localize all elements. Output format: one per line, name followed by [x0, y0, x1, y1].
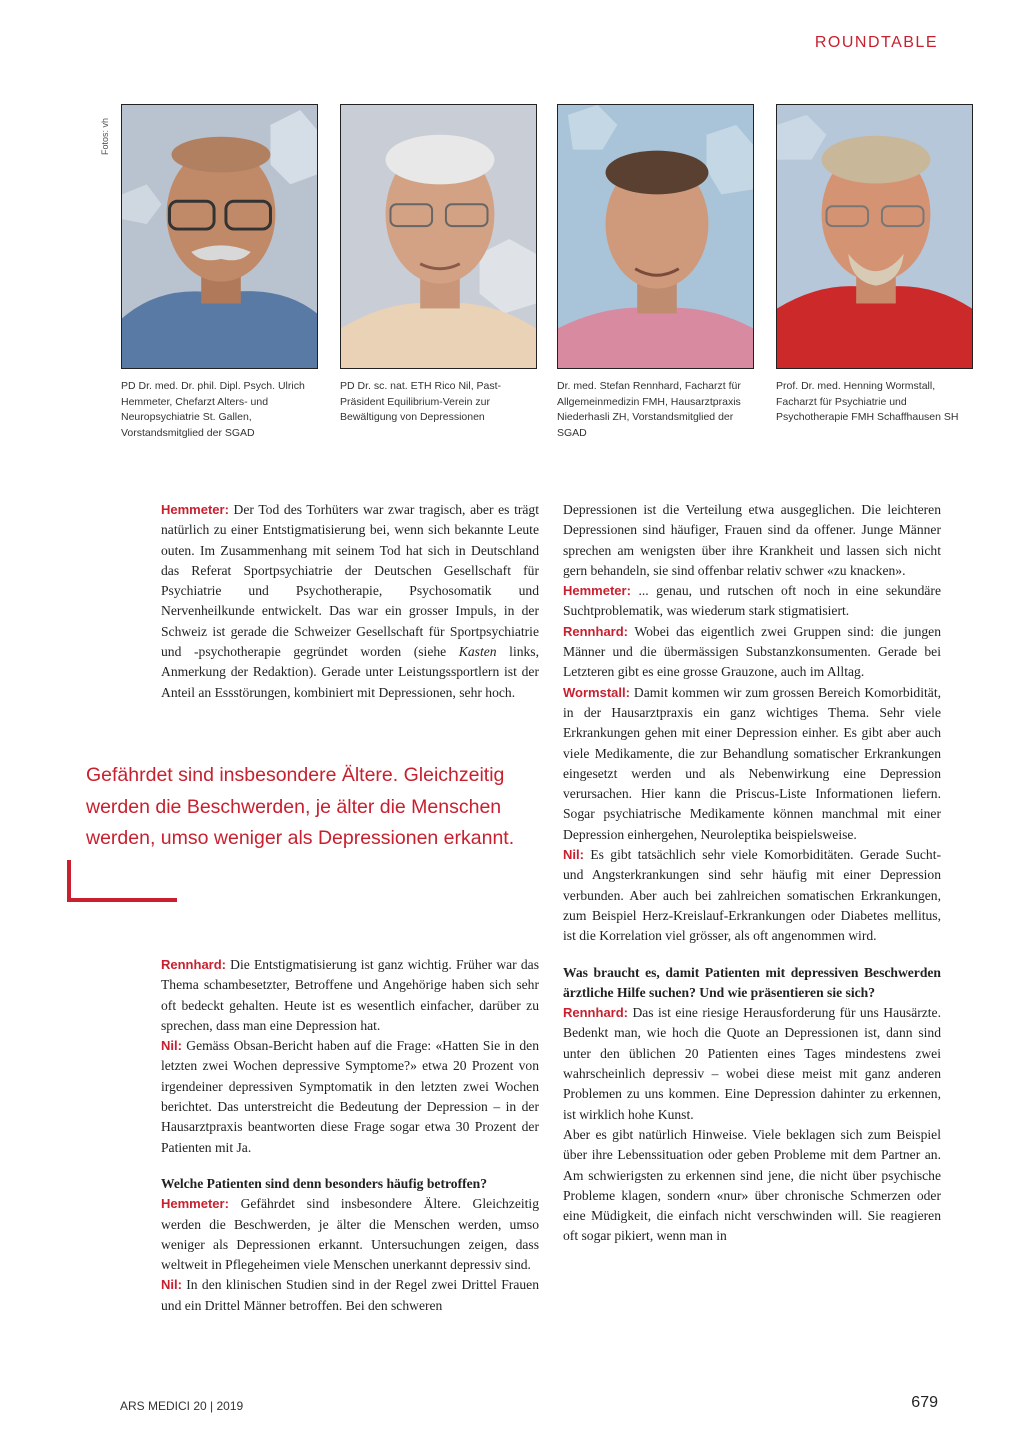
portrait-photo-rennhard: [557, 104, 754, 369]
interview-question: Welche Patienten sind denn besonders häufig betroffen?: [161, 1175, 488, 1191]
pull-quote: Gefährdet sind insbesondere Ältere. Gleichzeitig werden die Beschwerden, je älter die Menschen werden, umso weniger als Depressionen erkannt.: [86, 764, 515, 849]
paragraph: Wormstall: Damit kommen wir zum grossen Bereich Komorbidität, in der Hausarztpraxis ein ganz wichtiges Thema. Sehr viele Erkrankungen gehen mit einer Depression einher. Es gibt aber auch viele Medikamente, die zur Behandlung somatischer Erkrankungen eingesetzt werden und als Nebenwirkung eine Depression verursachen. Hier kann die Priscus-Liste Informationen liefern. Sogar psychiatrische Medikamente können manchmal mit einer Depression einhergehen, Neuroleptika beispielsweise.: [563, 684, 941, 842]
section-label: ROUNDTABLE: [814, 34, 938, 51]
interview-question: Was braucht es, damit Patienten mit depressiven Beschwerden ärztliche Hilfe suchen? Und wie präsentieren sie sich?: [563, 964, 941, 1000]
portrait-caption-rennhard: Dr. med. Stefan Rennhard, Facharzt für Allgemeinmedizin FMH, Hausarztpraxis Niederhasli ZH, Vorstandsmitglied der SGAD: [557, 380, 741, 439]
portrait-caption-nil: PD Dr. sc. nat. ETH Rico Nil, Past-Präsident Equilibrium-Verein zur Bewältigung von Depressionen: [340, 380, 502, 423]
paragraph: Nil: Gemäss Obsan-Bericht haben auf die Frage: «Hatten Sie in den letzten zwei Wochen depressive Symptome?» etwa 20 Prozent von irgendeiner depressiven Symptomatik in den letzten zwei Wochen berichtet. Das unterstreicht die Bedeutung der Depression – in der Hausarztpraxis beantworten diese Frage sogar etwa 30 Prozent der Patienten mit Ja.: [161, 1038, 539, 1155]
paragraph: Hemmeter: Gefährdet sind insbesondere Ältere. Gleichzeitig werden die Beschwerden, je älter die Menschen werden, umso weniger als Depressionen erkannt. Untersuchungen zeigen, dass weltweit in Pflegeheimen viele Menschen unerkannt depressiv sind.: [161, 1196, 539, 1273]
paragraph: Nil: Es gibt tatsächlich sehr viele Komorbiditäten. Gerade Sucht- und Angsterkrankungen sind sehr häufig mit einer Depression verbunden. Aber auch bei zahlreichen somatischen Erkrankungen, zum Beispiel Herz-Kreislauf-Erkrankungen oder Diabetes mellitus, ist die Korrelation viel grösser, als oft angenommen wird.: [563, 847, 941, 944]
paragraph: Hemmeter: ... genau, und rutschen oft noch in eine sekundäre Suchtproblematik, was wiederum stark stigmatisiert.: [563, 583, 941, 619]
paragraph: Depressionen ist die Verteilung etwa ausgeglichen. Die leichteren Depressionen sind häufiger, Frauen sind da offener. Junge Männer sprechen am wenigsten über ihre Krankheit und lassen sich nicht gern behandeln, sie sind offenbar relativ schwer «zu knacken».: [563, 502, 941, 578]
left-column-top: [161, 500, 539, 703]
portrait-photo-wormstall: [776, 104, 973, 369]
portrait-caption-wormstall: Prof. Dr. med. Henning Wormstall, Facharzt für Psychiatrie und Psychotherapie FMH Schaffhausen SH: [776, 380, 959, 423]
portrait-photo-nil: [340, 104, 537, 369]
journal-issue: ARS MEDICI 20 | 2019: [120, 1399, 244, 1413]
paragraph: Rennhard: Das ist eine riesige Herausforderung für uns Hausärzte. Bedenkt man, wie hoch die Quote an Depressionen ist, dann sind unter den üblichen 20 Patienten eines Tages mindestens zwei wahrscheinlich depressiv – wobei diese meist mit ganz anderen Problemen zu uns kommen. Eine Depression dahinter zu erkennen, ist wirklich hohe Kunst.: [563, 1005, 941, 1122]
paragraph: Rennhard: Die Entstigmatisierung ist ganz wichtig. Früher war das Thema schambesetzter, Betroffene und Angehörige haben sich sehr oft bedeckt gehalten. Heute ist es wesentlich einfacher, darüber zu sprechen, dass man eine Depression hat.: [161, 957, 539, 1033]
paragraph: Hemmeter: Der Tod des Torhüters war zwar tragisch, aber es trägt natürlich zu einer Entstigmatisierung bei, wenn sich bekannte Leute outen. Im Zusammenhang mit seinem Tod hat sich in Deutschland das Referat Sportpsychiatrie der Deutschen Gesellschaft für Psychiatrie und Psychotherapie, Psychosomatik und Nervenheilkunde entwickelt. Das war ein grosser Impuls, in der Schweiz ist gerade die Schweizer Gesellschaft für Sportpsychiatrie und -psychotherapie gegründet worden (siehe Kasten links, Anmerkung der Redaktion). Gerade unter Leistungssportlern ist der Anteil an Essstörungen, kombiniert mit Depressionen, sehr hoch.: [161, 502, 539, 700]
paragraph: Nil: In den klinischen Studien sind in der Regel zwei Drittel Frauen und ein Drittel Männer betroffen. Bei den schweren: [161, 1277, 539, 1313]
speaker-name: Hemmeter:: [161, 502, 229, 517]
photo-credit: Fotos: vh: [100, 117, 110, 155]
quote-accent-horizontal: [67, 898, 177, 902]
left-column-bottom: [161, 955, 539, 1316]
quote-accent-vertical: [67, 860, 71, 902]
portrait-caption-hemmeter: PD Dr. med. Dr. phil. Dipl. Psych. Ulrich Hemmeter, Chefarzt Alters- und Neuropsychiatrie St. Gallen, Vorstandsmitglied der SGAD: [121, 380, 305, 439]
paragraph: Aber es gibt natürlich Hinweise. Viele beklagen sich zum Beispiel über ihre Lebenssituation oder geben Probleme mit dem Partner an. Am schwierigsten zu erkennen sind jene, die nicht über psychische Probleme klagen, sondern «nur» über chronische Schmerzen oder eine Müdigkeit, die einfach nicht verschwinden will. Sie reagieren oft sogar pikiert, wenn man in: [563, 1126, 941, 1244]
paragraph: Rennhard: Wobei das eigentlich zwei Gruppen sind: die jungen Männer und die übermässigen Substanzkonsumenten. Gerade bei Letzteren gibt es eine grosse Grauzone, auch im Alltag.: [563, 623, 941, 680]
right-column: [563, 500, 941, 1247]
page-number: 679: [911, 1394, 938, 1411]
portrait-photo-hemmeter: [121, 104, 318, 369]
